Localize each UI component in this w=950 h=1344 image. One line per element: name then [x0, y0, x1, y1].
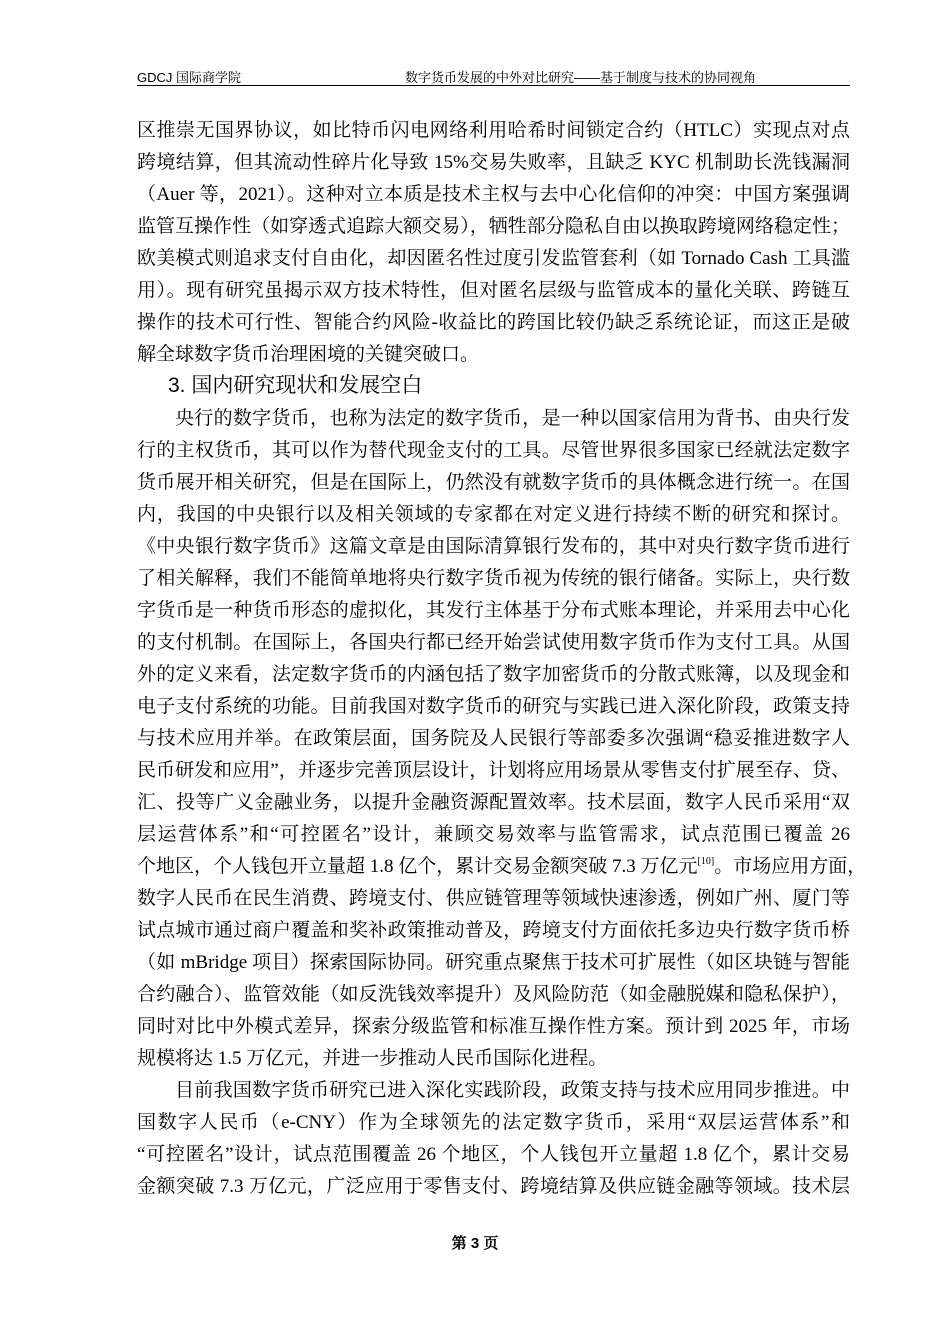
line-segment: 。市场应用方面，	[714, 856, 867, 877]
paragraph-line: 的支付机制。在国际上，各国央行都已经开始尝试使用数字货币作为支付工具。从国	[137, 632, 850, 653]
paragraph-line: 《中央银行数字货币》这篇文章是由国际清算银行发布的，其中对央行数字货币进行	[137, 536, 850, 557]
paragraph-line: 解全球数字货币治理困境的关键突破口。	[137, 344, 480, 365]
paragraph-line: 货币展开相关研究，但是在国际上，仍然没有就数字货币的具体概念进行统一。在国	[137, 472, 850, 493]
paragraph-line: （Auer 等，2021）。这种对立本质是技术主权与去中心化信仰的冲突：中国方案强调	[137, 184, 850, 205]
paragraph-line: 同时对比中外模式差异，探索分级监管和标准互操作性方案。预计到 2025 年，市场	[137, 1016, 850, 1037]
paragraph-line: 试点城市通过商户覆盖和奖补政策推动普及，跨境支付方面依托多边央行数字货币桥	[137, 920, 850, 941]
paragraph-line: 电子支付系统的功能。目前我国对数字货币的研究与实践已进入深化阶段，政策支持	[137, 696, 850, 717]
paragraph-line: 用）。现有研究虽揭示双方技术特性，但对匿名层级与监管成本的量化关联、跨链互	[137, 280, 850, 301]
paragraph-line: 内，我国的中央银行以及相关领域的专家都在对定义进行持续不断的研究和探讨。	[137, 504, 850, 525]
citation-ref: [10]	[697, 856, 715, 867]
paragraph-line: 区推崇无国界协议，如比特币闪电网络利用哈希时间锁定合约（HTLC）实现点对点	[137, 120, 850, 141]
paragraph-line: 金额突破 7.3 万亿元，广泛应用于零售支付、跨境结算及供应链金融等领域。技术层	[137, 1176, 850, 1197]
paragraph-line: 民币研发和应用”，并逐步完善顶层设计，计划将应用场景从零售支付扩展至存、贷、	[137, 760, 850, 781]
paragraph-line: 监管互操作性（如穿透式追踪大额交易），牺牲部分隐私自由以换取跨境网络稳定性；	[137, 216, 850, 237]
paragraph-line: 国数字人民币（e-CNY）作为全球领先的法定数字货币，采用“双层运营体系”和	[137, 1112, 850, 1133]
paragraph-line: 欧美模式则追求支付自由化，却因匿名性过度引发监管套利（如 Tornado Cash 工具滥	[137, 248, 850, 269]
paragraph-line: 与技术应用并举。在政策层面，国务院及人民银行等部委多次强调“稳妥推进数字人	[137, 728, 850, 749]
paragraph-line: “可控匿名”设计，试点范围覆盖 26 个地区，个人钱包开立量超 1.8 亿个，累计交易	[137, 1144, 850, 1165]
paragraph-line: 层运营体系”和“可控匿名”设计，兼顾交易效率与监管需求，试点范围已覆盖 26	[137, 824, 850, 845]
paragraph-line: 目前我国数字货币研究已进入深化实践阶段，政策支持与技术应用同步推进。中	[175, 1080, 850, 1101]
paragraph-line: 汇、投等广义金融业务，以提升金融资源配置效率。技术层面，数字人民币采用“双	[137, 792, 850, 813]
paragraph-line: 行的主权货币，其可以作为替代现金支付的工具。尽管世界很多国家已经就法定数字	[137, 440, 850, 461]
paragraph-line	[137, 855, 867, 879]
paragraph-line: 操作的技术可行性、智能合约风险-收益比的跨国比较仍缺乏系统论证，而这正是破	[137, 312, 850, 333]
page-number: 第 3 页	[451, 1235, 499, 1252]
paragraph-line: 外的定义来看，法定数字货币的内涵包括了数字加密货币的分散式账簿，以及现金和	[137, 664, 850, 685]
page-header	[137, 66, 850, 86]
header-institution: GDCJ 国际商学院	[137, 70, 242, 85]
line-segment: 个地区，个人钱包开立量超 1.8 亿个，累计交易金额突破 7.3 万亿元	[137, 856, 698, 877]
header-title: 数字货币发展的中外对比研究——基于制度与技术的协同视角	[405, 70, 757, 85]
paragraph-line: 央行的数字货币，也称为法定的数字货币，是一种以国家信用为背书、由央行发	[175, 408, 850, 429]
paragraph-line: （如 mBridge 项目）探索国际协同。研究重点聚焦于技术可扩展性（如区块链与智能	[137, 952, 850, 973]
section-heading: 3. 国内研究现状和发展空白	[168, 374, 423, 397]
paragraph-line: 字货币是一种货币形态的虚拟化，其发行主体基于分布式账本理论，并采用去中心化	[137, 600, 850, 621]
paragraph-line: 规模将达 1.5 万亿元，并进一步推动人民币国际化进程。	[137, 1048, 608, 1069]
paragraph-line: 数字人民币在民生消费、跨境支付、供应链管理等领域快速渗透，例如广州、厦门等	[137, 888, 850, 909]
paragraph-line: 合约融合）、监管效能（如反洗钱效率提升）及风险防范（如金融脱媒和隐私保护），	[137, 984, 850, 1005]
paragraph-line: 跨境结算，但其流动性碎片化导致 15%交易失败率，且缺乏 KYC 机制助长洗钱漏洞	[137, 152, 850, 173]
paragraph-line: 了相关解释，我们不能简单地将央行数字货币视为传统的银行储备。实际上，央行数	[137, 568, 850, 589]
